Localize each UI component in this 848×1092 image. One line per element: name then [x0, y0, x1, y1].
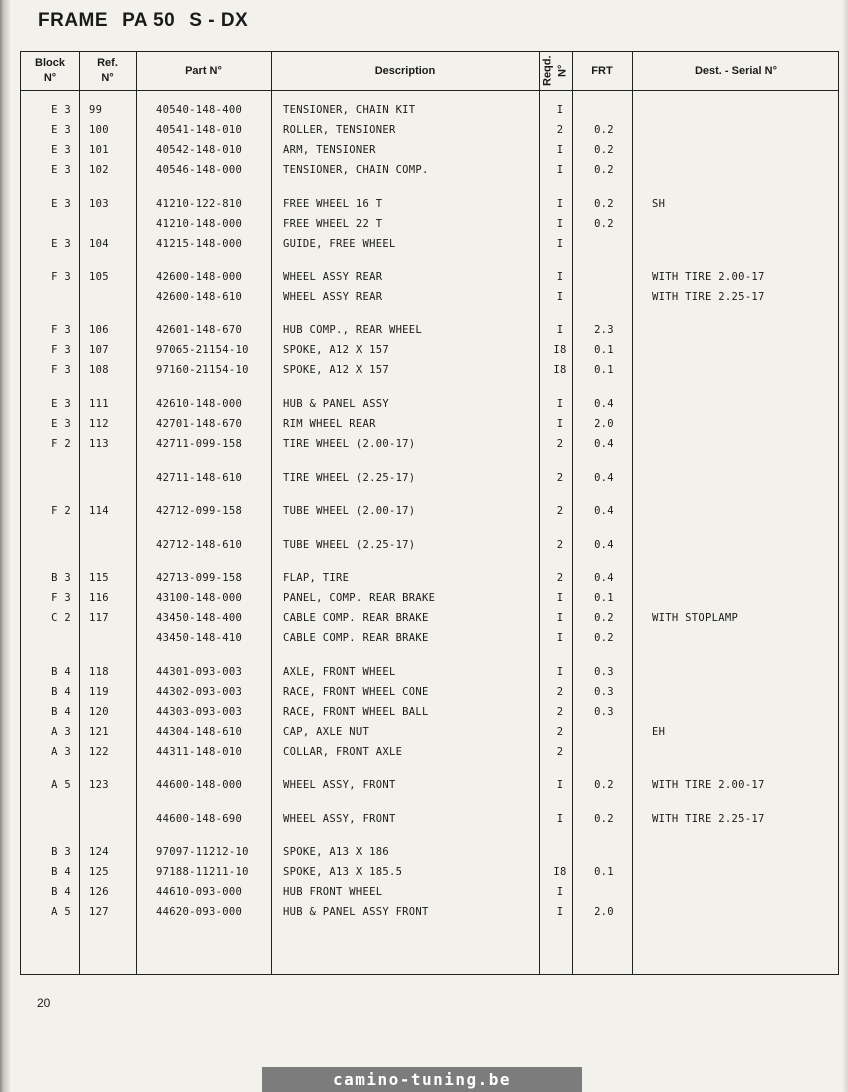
cell-qty: 2: [556, 438, 564, 450]
cell-part: 44311-148-010: [156, 746, 243, 758]
cell-frt: 0.1: [594, 364, 614, 376]
cell-qty: I: [556, 418, 564, 430]
cell-ref: 106: [89, 324, 109, 336]
cell-part: 42711-148-610: [156, 472, 243, 484]
table-row: [21, 568, 840, 588]
cell-desc: ROLLER, TENSIONER: [283, 124, 396, 136]
cell-qty: I8: [553, 344, 567, 356]
watermark-banner: camino-tuning.be: [262, 1067, 582, 1092]
cell-ref: 99: [89, 104, 103, 116]
cell-qty: I: [556, 592, 564, 604]
cell-desc: CAP, AXLE NUT: [283, 726, 370, 738]
cell-desc: FREE WHEEL 22 T: [283, 218, 383, 230]
table-row: [21, 100, 840, 120]
cell-ref: 124: [89, 846, 109, 858]
cell-qty: I: [556, 666, 564, 678]
cell-part: 43450-148-410: [156, 632, 243, 644]
table-row: [21, 862, 840, 882]
cell-qty: 2: [556, 124, 564, 136]
cell-part: 41215-148-000: [156, 238, 243, 250]
cell-qty: I: [556, 271, 564, 283]
cell-block: F 2: [51, 438, 71, 450]
cell-desc: AXLE, FRONT WHEEL: [283, 666, 396, 678]
cell-dest: WITH STOPLAMP: [652, 612, 739, 624]
cell-ref: 120: [89, 706, 109, 718]
cell-block: F 3: [51, 344, 71, 356]
cell-frt: 0.4: [594, 505, 614, 517]
cell-dest: WITH TIRE 2.00-17: [652, 271, 765, 283]
cell-qty: I: [556, 632, 564, 644]
cell-ref: 123: [89, 779, 109, 791]
cell-frt: 0.4: [594, 398, 614, 410]
cell-frt: 0.1: [594, 866, 614, 878]
cell-frt: 2.0: [594, 906, 614, 918]
cell-desc: TIRE WHEEL (2.00-17): [283, 438, 416, 450]
cell-part: 97160-21154-10: [156, 364, 249, 376]
cell-part: 97188-11211-10: [156, 866, 249, 878]
cell-dest: EH: [652, 726, 666, 738]
cell-dest: WITH TIRE 2.00-17: [652, 779, 765, 791]
title-frame: FRAME: [38, 10, 109, 31]
table-row: [21, 842, 840, 862]
cell-qty: I: [556, 906, 564, 918]
cell-frt: 0.4: [594, 472, 614, 484]
page-right-edge: [842, 0, 848, 1092]
table-row: [21, 287, 840, 307]
cell-qty: 2: [556, 539, 564, 551]
cell-desc: TENSIONER, CHAIN COMP.: [283, 164, 429, 176]
title-variant: S - DX: [189, 10, 249, 31]
cell-frt: 0.2: [594, 612, 614, 624]
cell-block: B 4: [51, 666, 71, 678]
cell-desc: HUB COMP., REAR WHEEL: [283, 324, 423, 336]
cell-block: F 3: [51, 324, 71, 336]
cell-frt: 0.1: [594, 344, 614, 356]
header-description: Description: [374, 64, 436, 77]
cell-part: 44302-093-003: [156, 686, 243, 698]
cell-block: B 4: [51, 686, 71, 698]
cell-part: 42610-148-000: [156, 398, 243, 410]
cell-desc: SPOKE, A12 X 157: [283, 364, 389, 376]
cell-desc: FLAP, TIRE: [283, 572, 350, 584]
cell-desc: RACE, FRONT WHEEL BALL: [283, 706, 429, 718]
table-row: [21, 320, 840, 340]
cell-part: 97065-21154-10: [156, 344, 249, 356]
cell-qty: 2: [556, 572, 564, 584]
cell-ref: 111: [89, 398, 109, 410]
cell-desc: RACE, FRONT WHEEL CONE: [283, 686, 429, 698]
cell-block: B 3: [51, 846, 71, 858]
cell-part: 40546-148-000: [156, 164, 243, 176]
cell-frt: 2.3: [594, 324, 614, 336]
cell-ref: 115: [89, 572, 109, 584]
cell-part: 42600-148-000: [156, 271, 243, 283]
cell-dest: WITH TIRE 2.25-17: [652, 291, 765, 303]
cell-qty: 2: [556, 472, 564, 484]
cell-frt: 0.4: [594, 572, 614, 584]
cell-desc: HUB FRONT WHEEL: [283, 886, 383, 898]
page-title: [38, 10, 262, 32]
cell-ref: 101: [89, 144, 109, 156]
cell-ref: 126: [89, 886, 109, 898]
cell-desc: WHEEL ASSY REAR: [283, 271, 383, 283]
header-ref: Ref. N°: [97, 57, 118, 84]
cell-frt: 0.2: [594, 813, 614, 825]
table-row: [21, 340, 840, 360]
table-row: [21, 809, 840, 829]
cell-frt: 0.4: [594, 438, 614, 450]
cell-qty: I: [556, 779, 564, 791]
cell-desc: CABLE COMP. REAR BRAKE: [283, 632, 429, 644]
cell-part: 42712-099-158: [156, 505, 243, 517]
cell-part: 44620-093-000: [156, 906, 243, 918]
page-binding-edge: [0, 0, 10, 1092]
cell-ref: 116: [89, 592, 109, 604]
cell-block: E 3: [51, 238, 71, 250]
cell-desc: RIM WHEEL REAR: [283, 418, 376, 430]
table-row: [21, 468, 840, 488]
cell-block: E 3: [51, 124, 71, 136]
cell-part: 42713-099-158: [156, 572, 243, 584]
cell-part: 42711-099-158: [156, 438, 243, 450]
header-divider: [21, 90, 838, 91]
cell-frt: 0.2: [594, 198, 614, 210]
cell-part: 44303-093-003: [156, 706, 243, 718]
cell-desc: PANEL, COMP. REAR BRAKE: [283, 592, 436, 604]
cell-qty: I: [556, 144, 564, 156]
table-row: [21, 360, 840, 380]
cell-frt: 0.3: [594, 666, 614, 678]
cell-desc: COLLAR, FRONT AXLE: [283, 746, 403, 758]
cell-qty: 2: [556, 505, 564, 517]
cell-block: B 4: [51, 706, 71, 718]
cell-frt: 0.2: [594, 779, 614, 791]
cell-part: 40541-148-010: [156, 124, 243, 136]
cell-desc: TENSIONER, CHAIN KIT: [283, 104, 416, 116]
cell-frt: 0.2: [594, 218, 614, 230]
cell-block: F 3: [51, 364, 71, 376]
cell-block: B 4: [51, 866, 71, 878]
cell-part: 42712-148-610: [156, 539, 243, 551]
cell-qty: I8: [553, 866, 567, 878]
cell-qty: I: [556, 218, 564, 230]
cell-ref: 121: [89, 726, 109, 738]
cell-ref: 125: [89, 866, 109, 878]
cell-part: 44304-148-610: [156, 726, 243, 738]
cell-frt: 0.2: [594, 632, 614, 644]
table-row: [21, 682, 840, 702]
cell-ref: 103: [89, 198, 109, 210]
cell-ref: 105: [89, 271, 109, 283]
cell-part: 43450-148-400: [156, 612, 243, 624]
cell-desc: HUB & PANEL ASSY FRONT: [283, 906, 429, 918]
cell-part: 42701-148-670: [156, 418, 243, 430]
cell-part: 44600-148-690: [156, 813, 243, 825]
cell-qty: 2: [556, 706, 564, 718]
header-dest: Dest. - Serial N°: [694, 64, 778, 77]
cell-ref: 107: [89, 344, 109, 356]
cell-block: E 3: [51, 144, 71, 156]
table-row: [21, 434, 840, 454]
title-model: PA 50: [122, 10, 176, 31]
cell-frt: 0.2: [594, 164, 614, 176]
cell-desc: GUIDE, FREE WHEEL: [283, 238, 396, 250]
cell-qty: I: [556, 324, 564, 336]
cell-desc: SPOKE, A13 X 185.5: [283, 866, 403, 878]
cell-ref: 108: [89, 364, 109, 376]
table-row: [21, 160, 840, 180]
cell-desc: TUBE WHEEL (2.25-17): [283, 539, 416, 551]
cell-ref: 102: [89, 164, 109, 176]
table-row: [21, 535, 840, 555]
table-row: [21, 775, 840, 795]
cell-qty: I8: [553, 364, 567, 376]
cell-qty: I: [556, 198, 564, 210]
cell-ref: 127: [89, 906, 109, 918]
table-row: [21, 902, 840, 922]
table-row: [21, 742, 840, 762]
page-number: 20: [37, 996, 51, 1010]
table-row: [21, 414, 840, 434]
header-reqd: Reqd. N°: [541, 55, 569, 87]
cell-qty: I: [556, 291, 564, 303]
cell-desc: FREE WHEEL 16 T: [283, 198, 383, 210]
cell-block: E 3: [51, 418, 71, 430]
cell-part: 44610-093-000: [156, 886, 243, 898]
header-frt: FRT: [591, 64, 613, 77]
cell-block: F 3: [51, 271, 71, 283]
cell-part: 42601-148-670: [156, 324, 243, 336]
parts-table: [20, 51, 839, 975]
cell-block: A 5: [51, 906, 71, 918]
table-row: [21, 234, 840, 254]
cell-block: A 3: [51, 726, 71, 738]
cell-ref: 122: [89, 746, 109, 758]
cell-qty: I: [556, 238, 564, 250]
cell-dest: SH: [652, 198, 666, 210]
cell-block: E 3: [51, 398, 71, 410]
cell-frt: 0.1: [594, 592, 614, 604]
header-part: Part N°: [185, 64, 222, 77]
cell-part: 41210-122-810: [156, 198, 243, 210]
cell-desc: ARM, TENSIONER: [283, 144, 376, 156]
cell-frt: 0.3: [594, 706, 614, 718]
cell-block: F 2: [51, 505, 71, 517]
cell-frt: 0.2: [594, 144, 614, 156]
cell-frt: 2.0: [594, 418, 614, 430]
table-row: [21, 501, 840, 521]
cell-qty: I: [556, 164, 564, 176]
cell-block: A 5: [51, 779, 71, 791]
cell-qty: I: [556, 398, 564, 410]
cell-dest: WITH TIRE 2.25-17: [652, 813, 765, 825]
table-row: [21, 267, 840, 287]
cell-qty: 2: [556, 686, 564, 698]
cell-part: 42600-148-610: [156, 291, 243, 303]
cell-part: 41210-148-000: [156, 218, 243, 230]
cell-ref: 100: [89, 124, 109, 136]
cell-frt: 0.3: [594, 686, 614, 698]
cell-qty: 2: [556, 726, 564, 738]
cell-block: B 3: [51, 572, 71, 584]
cell-desc: SPOKE, A12 X 157: [283, 344, 389, 356]
cell-frt: 0.4: [594, 539, 614, 551]
table-row: [21, 662, 840, 682]
cell-qty: I: [556, 104, 564, 116]
cell-ref: 118: [89, 666, 109, 678]
cell-qty: I: [556, 886, 564, 898]
cell-block: E 3: [51, 164, 71, 176]
cell-qty: I: [556, 612, 564, 624]
table-row: [21, 882, 840, 902]
table-row: [21, 588, 840, 608]
cell-block: E 3: [51, 104, 71, 116]
table-row: [21, 214, 840, 234]
cell-block: A 3: [51, 746, 71, 758]
table-row: [21, 702, 840, 722]
cell-block: B 4: [51, 886, 71, 898]
cell-block: E 3: [51, 198, 71, 210]
cell-qty: 2: [556, 746, 564, 758]
cell-ref: 114: [89, 505, 109, 517]
table-row: [21, 140, 840, 160]
table-row: [21, 394, 840, 414]
cell-block: F 3: [51, 592, 71, 604]
cell-block: C 2: [51, 612, 71, 624]
table-row: [21, 722, 840, 742]
cell-part: 40540-148-400: [156, 104, 243, 116]
cell-desc: SPOKE, A13 X 186: [283, 846, 389, 858]
cell-part: 43100-148-000: [156, 592, 243, 604]
cell-desc: TUBE WHEEL (2.00-17): [283, 505, 416, 517]
cell-desc: WHEEL ASSY REAR: [283, 291, 383, 303]
table-row: [21, 608, 840, 628]
cell-ref: 119: [89, 686, 109, 698]
cell-desc: HUB & PANEL ASSY: [283, 398, 389, 410]
cell-qty: I: [556, 813, 564, 825]
cell-part: 44600-148-000: [156, 779, 243, 791]
table-row: [21, 120, 840, 140]
cell-desc: WHEEL ASSY, FRONT: [283, 779, 396, 791]
cell-ref: 117: [89, 612, 109, 624]
cell-part: 44301-093-003: [156, 666, 243, 678]
cell-frt: 0.2: [594, 124, 614, 136]
table-row: [21, 194, 840, 214]
table-row: [21, 628, 840, 648]
cell-ref: 113: [89, 438, 109, 450]
cell-part: 40542-148-010: [156, 144, 243, 156]
cell-desc: WHEEL ASSY, FRONT: [283, 813, 396, 825]
cell-desc: CABLE COMP. REAR BRAKE: [283, 612, 429, 624]
cell-desc: TIRE WHEEL (2.25-17): [283, 472, 416, 484]
cell-part: 97097-11212-10: [156, 846, 249, 858]
header-block: Block N°: [35, 57, 65, 84]
cell-ref: 112: [89, 418, 109, 430]
cell-ref: 104: [89, 238, 109, 250]
